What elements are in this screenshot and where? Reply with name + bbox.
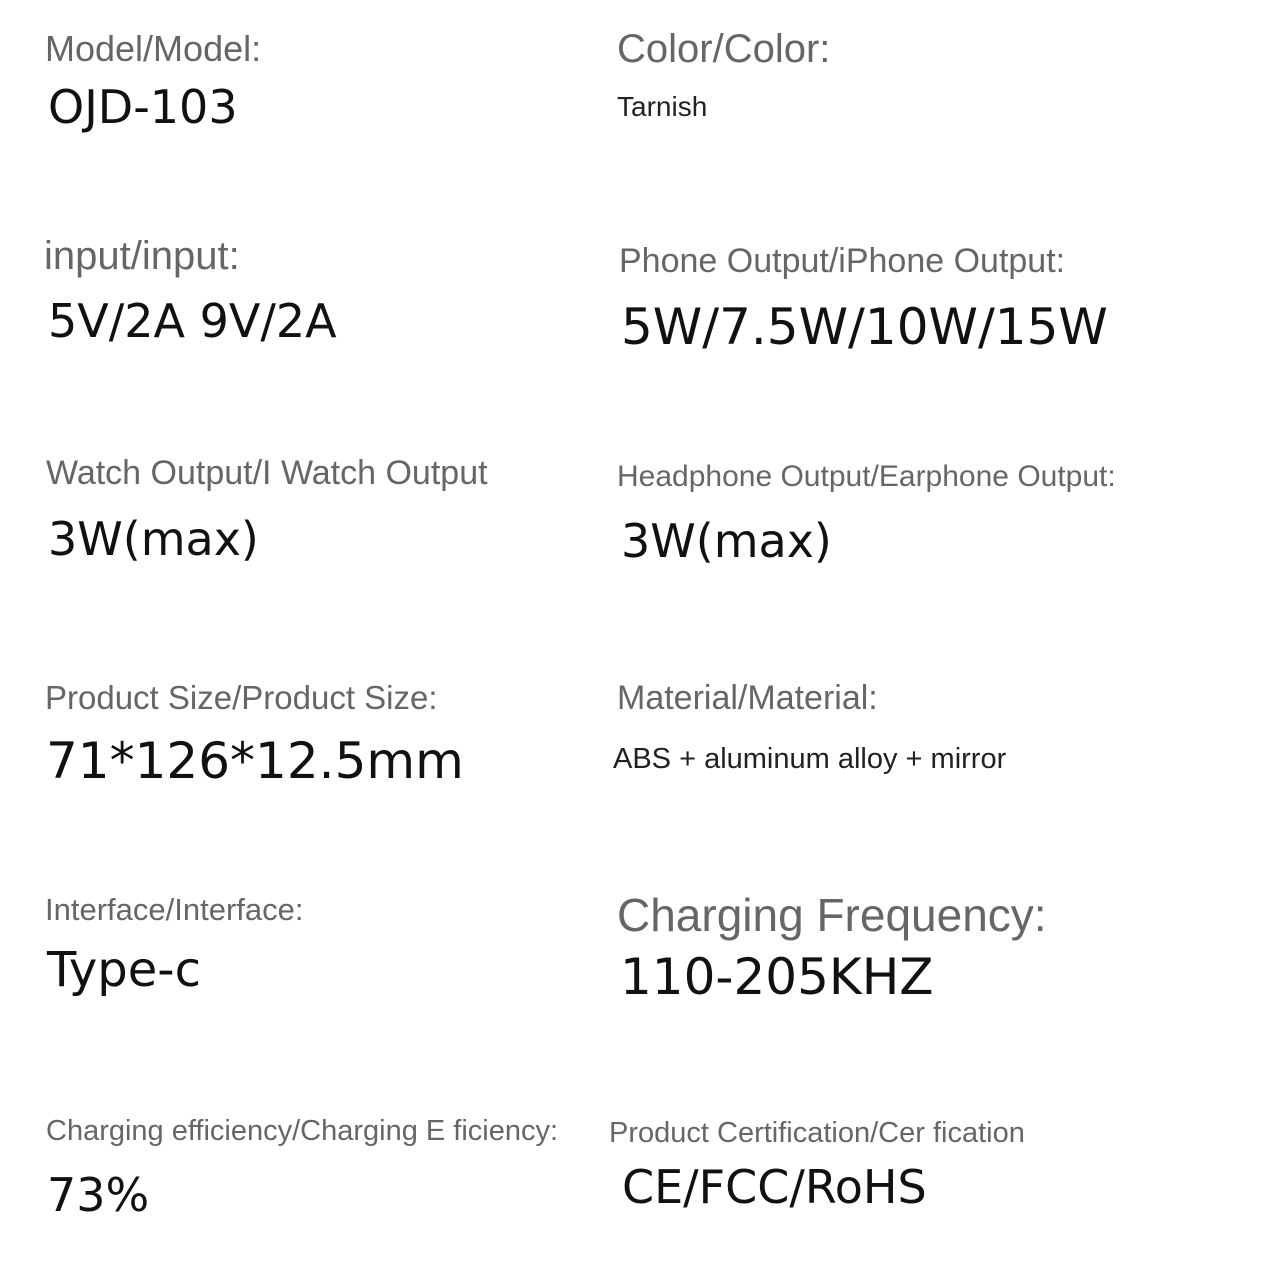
material-label: Material/Material: xyxy=(617,679,878,717)
certification-label: Product Certification/Cer fication xyxy=(609,1117,1025,1149)
material-value: ABS + aluminum alloy + mirror xyxy=(613,743,1007,775)
charging-frequency-value: 110-205KHZ xyxy=(620,948,934,1006)
watch-output-label: Watch Output/I Watch Output xyxy=(46,454,488,492)
phone-output-label: Phone Output/iPhone Output: xyxy=(619,242,1066,280)
charging-efficiency-label: Charging efficiency/Charging E ficiency: xyxy=(46,1115,559,1147)
product-size-label: Product Size/Product Size: xyxy=(45,679,438,716)
interface-label: Interface/Interface: xyxy=(45,892,304,927)
color-label: Color/Color: xyxy=(617,27,831,71)
certification-value: CE/FCC/RoHS xyxy=(622,1160,927,1214)
model-label: Model/Model: xyxy=(45,28,262,69)
color-value: Tarnish xyxy=(617,91,708,122)
charging-frequency-label: Charging Frequency: xyxy=(617,889,1047,941)
model-value: OJD-103 xyxy=(48,80,238,134)
phone-output-value: 5W/7.5W/10W/15W xyxy=(621,298,1108,356)
headphone-output-label: Headphone Output/Earphone Output: xyxy=(617,460,1116,493)
charging-efficiency-value: 73% xyxy=(47,1168,150,1222)
product-size-value: 71*126*12.5mm xyxy=(46,732,464,790)
input-label: input/input: xyxy=(44,234,240,278)
headphone-output-value: 3W(max) xyxy=(621,514,832,568)
input-value: 5V/2A 9V/2A xyxy=(48,294,337,348)
watch-output-value: 3W(max) xyxy=(48,512,259,566)
interface-value: Type-c xyxy=(47,942,201,998)
